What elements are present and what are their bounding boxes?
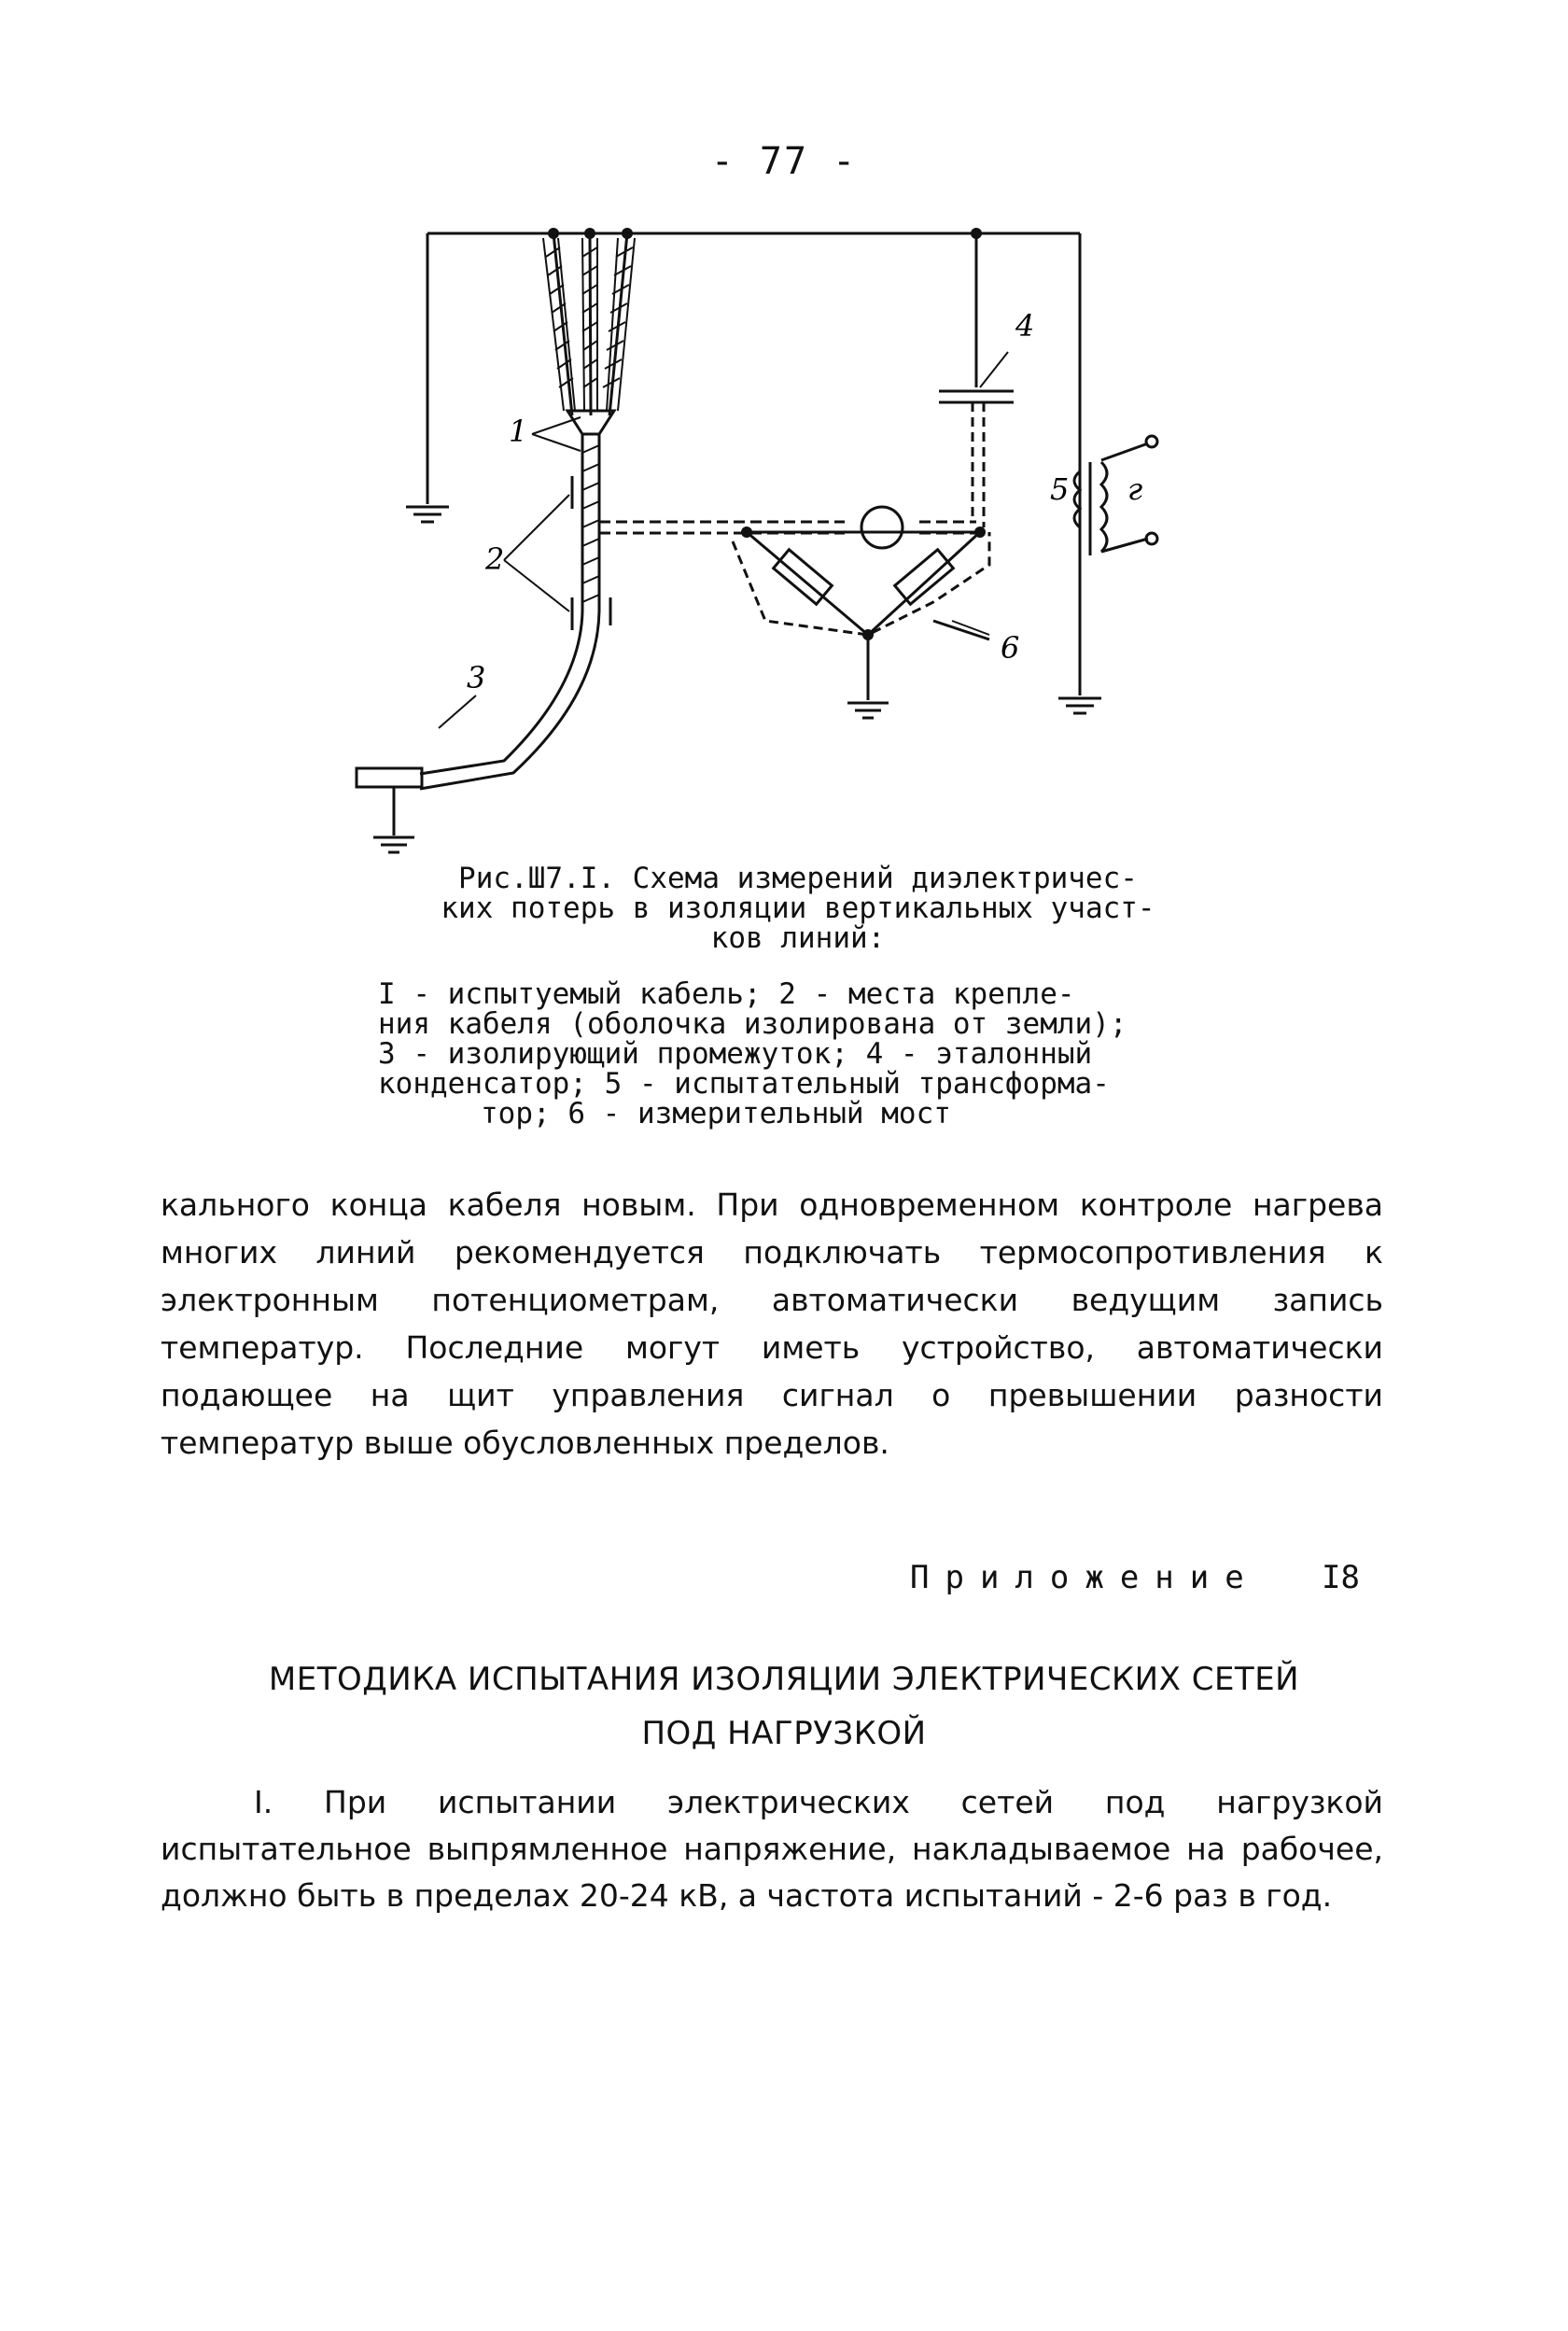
paragraph-1: I. При испытании электрических сетей под нагрузкой испытательное выпрямленное напряжение, накладываемое на рабочее, должно быть в пределах 20-24 кВ, а частота испытаний - 2-6 раз в год. xyxy=(161,1784,1383,1914)
caption-legend-line: ния кабеля (оболочка изолирована от земли); xyxy=(378,1007,1127,1041)
caption-legend-line: конденсатор; 5 - испытательный трансформа- xyxy=(378,1067,1110,1101)
label-1: 1 xyxy=(509,414,528,449)
section-title-line-2: ПОД НАГРУЗКОЙ xyxy=(641,1715,927,1752)
appendix-number: I8 xyxy=(1322,1559,1360,1596)
page-number: - 77 - xyxy=(710,140,858,183)
label-4: 4 xyxy=(1015,308,1035,344)
appendix-label: Приложение xyxy=(910,1559,1260,1596)
caption-legend xyxy=(378,979,1218,1129)
caption-title-line: Рис.Ш7.I. Схема измерений диэлектричес- xyxy=(458,862,1138,895)
caption-title xyxy=(378,864,1218,953)
label-5: 5 xyxy=(1050,471,1070,507)
body-paragraph: кального конца кабеля новым. При одновременном контроле нагрева многих линий рекомендуется подключать термосопротивления к электронным потенциометрам, автоматически ведущим запись температур. Последние могут иметь устройство, автоматически подающее на щит управления сигнал о превышении разности температур выше обусловленных пределов. xyxy=(161,1187,1383,1461)
label-3: 3 xyxy=(467,660,486,695)
figure-caption xyxy=(378,864,1218,1129)
label-2: 2 xyxy=(485,541,505,577)
caption-legend-line: 3 - изолирующий промежуток; 4 - эталонный xyxy=(378,1037,1093,1071)
caption-title-line: ков линий: xyxy=(710,921,886,955)
section-title xyxy=(0,1652,1568,1761)
label-6: 6 xyxy=(1001,630,1020,666)
caption-title-line: ких потерь в изоляции вертикальных участ- xyxy=(441,892,1155,925)
label-g: г xyxy=(1127,471,1143,507)
caption-legend-line: I - испытуемый кабель; 2 - места крепле- xyxy=(378,977,1075,1011)
section-title-line-1: МЕТОДИКА ИСПЫТАНИЯ ИЗОЛЯЦИИ ЭЛЕКТРИЧЕСКИХ СЕТЕЙ xyxy=(268,1661,1300,1698)
circuit-diagram xyxy=(336,210,1232,864)
circuit-diagram-svg xyxy=(336,210,1232,864)
caption-legend-line: тор; 6 - измерительный мост xyxy=(481,1097,951,1130)
